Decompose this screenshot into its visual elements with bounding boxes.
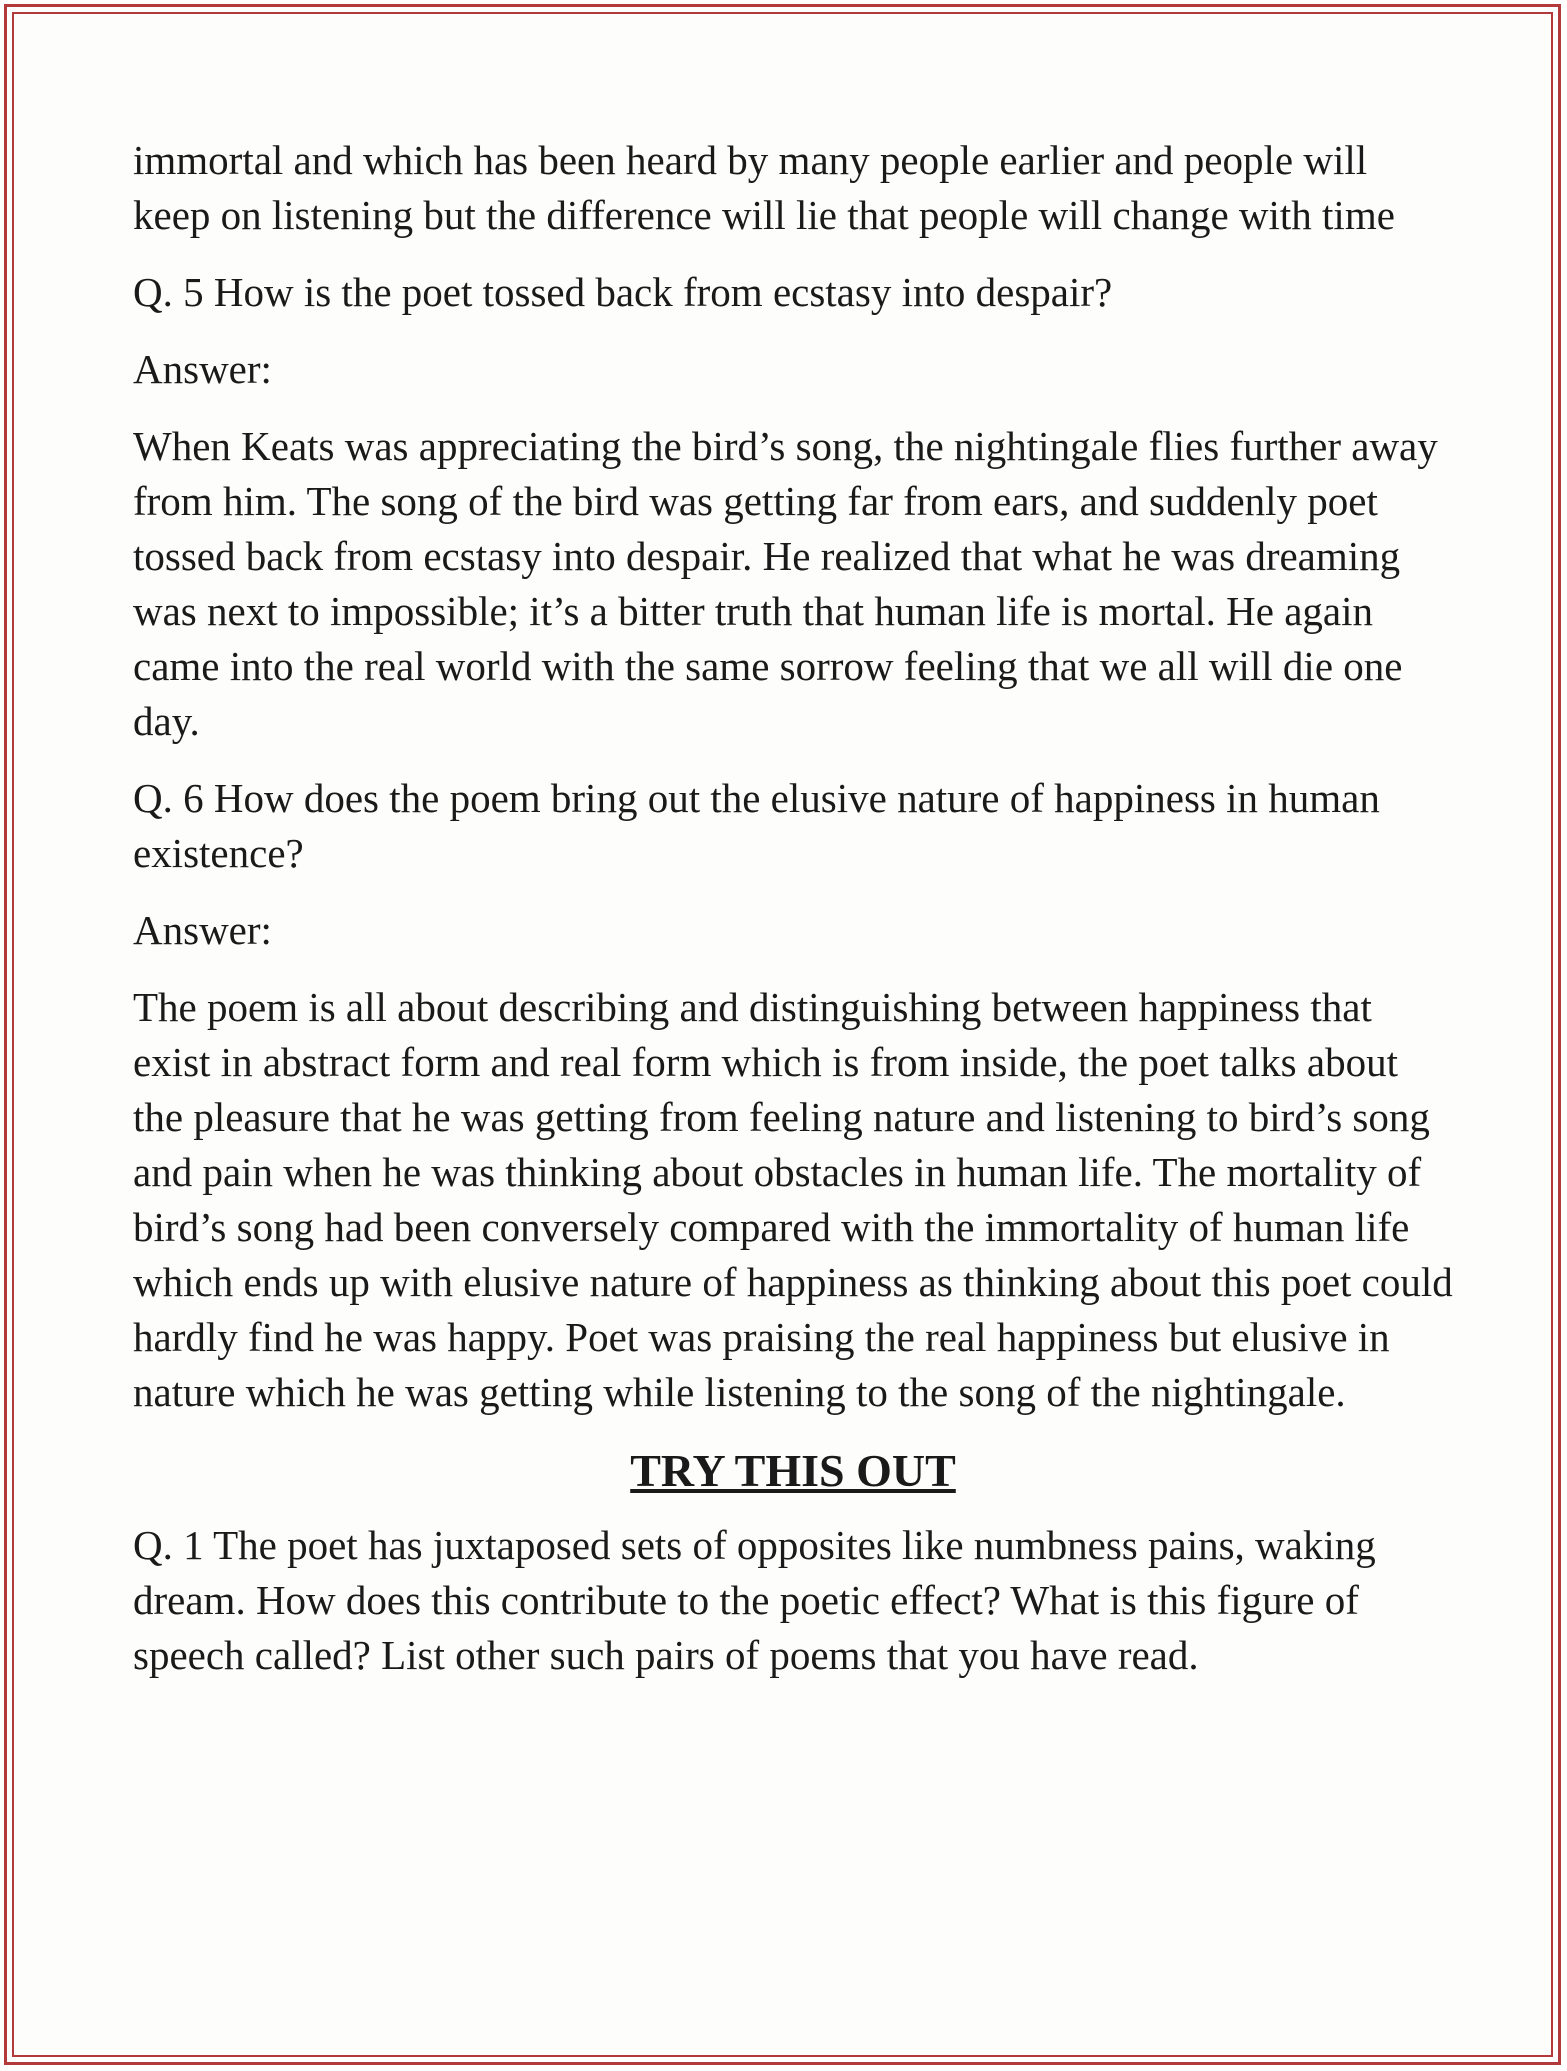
answer-5-text: When Keats was appreciating the bird’s song, the nightingale flies further away from him. The song of the bird was getting far from ears, and suddenly poet tossed back from ecstasy into despair. He realized that what he was dreaming was next to impossible; it’s a bitter truth that human life is mortal. He again came into the real world with the same sorrow feeling that we all will die one day. <box>133 423 1438 744</box>
document-body <box>133 133 1453 1705</box>
answer-label-6: Answer: <box>133 907 272 953</box>
question-5: Q. 5 How is the poet tossed back from ecstasy into despair? <box>133 269 1113 315</box>
question-6: Q. 6 How does the poem bring out the elusive nature of happiness in human existence? <box>133 775 1380 876</box>
section-heading: TRY THIS OUT <box>630 1445 956 1496</box>
continuation-paragraph: immortal and which has been heard by many people earlier and people will keep on listening but the difference will lie that people will change with time <box>133 137 1395 238</box>
answer-label-5: Answer: <box>133 346 272 392</box>
try-question-1: Q. 1 The poet has juxtaposed sets of opposites like numbness pains, waking dream. How does this contribute to the poetic effect? What is this figure of speech called? List other such pairs of poems that you have read. <box>133 1522 1376 1678</box>
answer-6-text: The poem is all about describing and distinguishing between happiness that exist in abstract form and real form which is from inside, the poet talks about the pleasure that he was getting from feeling nature and listening to bird’s song and pain when he was thinking about obstacles in human life. The mortality of bird’s song had been conversely compared with the immortality of human life which ends up with elusive nature of happiness as thinking about this poet could hardly find he was happy. Poet was praising the real happiness but elusive in nature which he was getting while listening to the song of the nightingale. <box>133 984 1453 1415</box>
